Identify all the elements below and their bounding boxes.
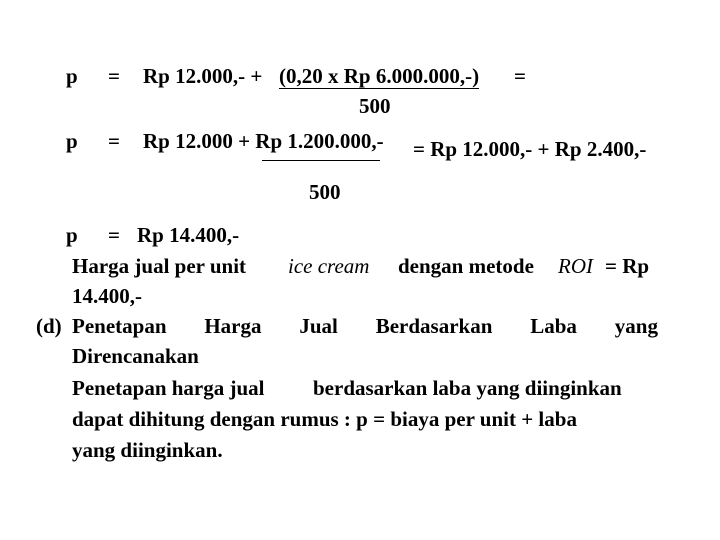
section-title-word: yang: [614, 314, 658, 338]
formula-denominator: 500: [359, 94, 391, 118]
formula-variable-p: p: [66, 64, 78, 88]
paragraph-text: 14.400,-: [72, 284, 142, 308]
formula-numerator: (0,20 x Rp 6.000.000,-): [279, 64, 480, 88]
section-label: (d): [36, 314, 62, 338]
paragraph-text: = Rp: [605, 254, 650, 278]
formula-result: = Rp 12.000,- + Rp 2.400,-: [413, 137, 647, 161]
section-title-word: Jual: [299, 314, 338, 338]
section-title-word: Harga: [204, 314, 262, 338]
paragraph-text: berdasarkan laba yang diinginkan: [313, 376, 622, 400]
formula-base-cost: Rp 12.000,- +: [143, 64, 263, 88]
section-title-continued: Direncanakan: [72, 344, 199, 368]
italic-term: ROI: [558, 254, 593, 278]
paragraph-text: Penetapan harga jual: [72, 376, 265, 400]
equals-sign: =: [108, 129, 120, 153]
formula-expression: Rp 12.000 + Rp 1.200.000,-: [143, 129, 384, 153]
equals-sign-trailing: =: [514, 64, 526, 88]
paragraph-text: yang diinginkan.: [72, 438, 223, 462]
equals-sign: =: [108, 223, 120, 247]
section-title-word: Berdasarkan: [375, 314, 493, 338]
paragraph-text: dapat dihitung dengan rumus : p = biaya per unit + laba: [72, 407, 577, 431]
paragraph-text: Harga jual per unit: [72, 254, 247, 278]
formula-variable-p: p: [66, 129, 78, 153]
paragraph-text: dengan metode: [398, 254, 534, 278]
italic-term: ice cream: [288, 254, 370, 278]
equals-sign: =: [108, 64, 120, 88]
fraction-bar: [262, 160, 380, 161]
formula-variable-p: p: [66, 223, 78, 247]
section-title: [72, 316, 658, 337]
section-title-word: Laba: [530, 314, 577, 338]
formula-final-value: Rp 14.400,-: [137, 223, 240, 247]
formula-denominator: 500: [309, 180, 341, 204]
section-title-word: Penetapan: [72, 314, 167, 338]
